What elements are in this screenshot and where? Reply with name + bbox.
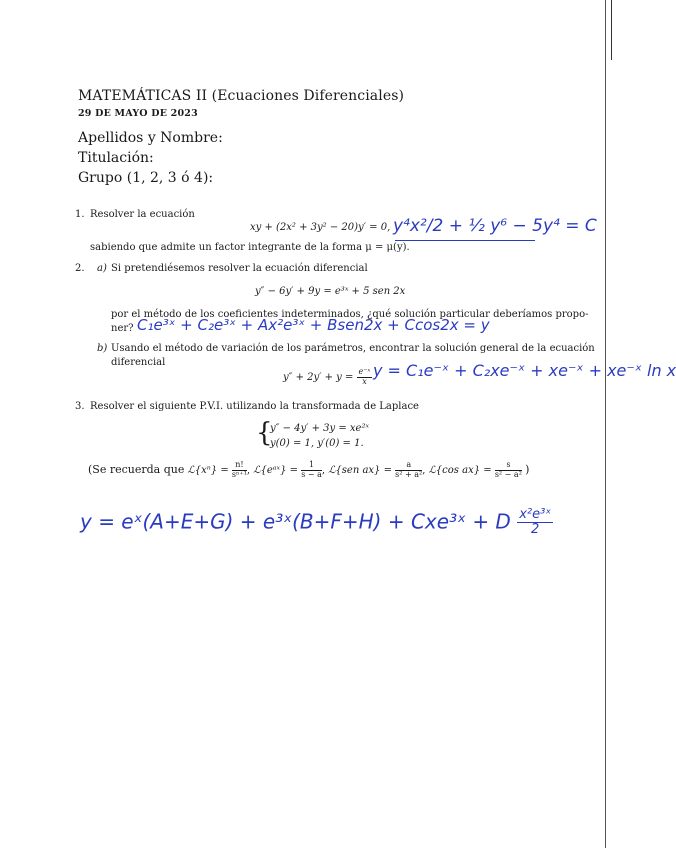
q1-equation: xy + (2x² + 3y² − 20)y′ = 0, xyxy=(250,222,391,233)
q3-hint-frac2 xyxy=(301,461,322,480)
degree-label: Titulación: xyxy=(78,150,154,166)
q2b-fraction xyxy=(357,368,373,387)
q2a-label: a) xyxy=(97,263,107,274)
page-edge-line-top xyxy=(611,0,612,60)
q2a-equation: y″ − 6y′ + 9y = e³ˣ + 5 sen 2x xyxy=(255,286,406,297)
q3-answer-frac-den: 2 xyxy=(531,522,540,538)
q1-number: 1. xyxy=(75,209,85,220)
q2a-text: Si pretendiésemos resolver la ecuación diferencial xyxy=(111,263,368,274)
exam-title: MATEMÁTICAS II (Ecuaciones Diferenciales) xyxy=(78,88,405,104)
name-label: Apellidos y Nombre: xyxy=(78,130,223,146)
q2b-handwritten-answer: y = C₁e⁻ˣ + C₂xe⁻ˣ + xe⁻ˣ + xe⁻ˣ ln x xyxy=(373,361,676,380)
q1-text2: sabiendo que admite un factor integrante de la forma μ = μ(y). xyxy=(90,242,410,253)
q3-hint-frac4 xyxy=(495,461,522,480)
q3-hint-frac3-den: s² + a² xyxy=(395,469,423,479)
q3-text: Resolver el siguiente P.V.I. utilizando la transformada de Laplace xyxy=(90,401,419,412)
q3-eq2: y(0) = 1, y′(0) = 1. xyxy=(270,438,364,449)
q3-hint-frac2-den: s − a xyxy=(301,469,322,479)
q3-answer-frac-num: x²e³ˣ xyxy=(519,507,552,522)
q2b-frac-den: x xyxy=(362,376,367,386)
q3-answer-main: y = eˣ(A+E+G) + e³ˣ(B+F+H) + Cxe³ˣ + D xyxy=(80,509,511,534)
q2b-equation xyxy=(283,368,372,387)
q2b-text2: diferencial xyxy=(111,357,166,368)
q2a-handwritten-answer: C₁e³ˣ + C₂e³ˣ + Ax²e³ˣ + Bsen2x + Ccos2x = y xyxy=(137,316,490,334)
q3-number: 3. xyxy=(75,401,85,412)
q3-hint-laplace-power: ℒ{xⁿ} = xyxy=(187,464,229,476)
q3-hint-laplace-sin: ℒ{sen ax} = xyxy=(328,464,392,476)
q2b-label: b) xyxy=(97,343,108,354)
q3-hint-frac1-num: n! xyxy=(232,461,247,471)
page-edge-line xyxy=(605,0,606,848)
q3-hint-frac4-num: s xyxy=(495,461,522,471)
q3-hint-frac1 xyxy=(232,461,247,480)
q3-hint: (Se recuerda que ℒ{xⁿ} = $\frac{n!}{\text{sⁿ⁺¹}}$ , ℒ{eᵃˣ} = $\frac{1}{s - a}$ , ℒ{sen ax} = $\frac{a}{\text{s² + a²}}$ , ℒ{cos ax} = $\frac{s}{\text{s² − a²}}$ ) xyxy=(88,460,530,479)
q3-hint-frac4-den: s² − a² xyxy=(494,469,522,479)
exam-date: 29 DE MAYO DE 2023 xyxy=(78,108,198,119)
q3-answer-fraction xyxy=(517,508,553,538)
group-label: Grupo (1, 2, 3 ó 4): xyxy=(78,170,214,186)
q2-number: 2. xyxy=(75,263,85,274)
q3-system-brace: { xyxy=(256,418,273,448)
q3-hint-open: (Se recuerda que xyxy=(88,462,185,476)
q2b-text: Usando el método de variación de los parámetros, encontrar la solución general de la ecuación xyxy=(111,343,595,354)
q1-handwritten-answer: y⁴x²/2 + ½ y⁶ − 5y⁴ = C xyxy=(393,216,597,236)
q3-hint-frac3 xyxy=(395,461,422,480)
q3-handwritten-answer xyxy=(80,508,553,538)
q2b-frac-num: e⁻ˣ xyxy=(358,367,371,376)
q3-hint-close: ) xyxy=(525,462,530,476)
q3-hint-frac3-num: a xyxy=(395,461,422,471)
q2a-text3: ner? xyxy=(111,323,134,334)
q1-text: Resolver la ecuación xyxy=(90,209,195,220)
q3-hint-frac2-num: 1 xyxy=(301,461,322,471)
q2a-text2: por el método de los coeficientes indeterminados, ¿qué solución particular deberíamos propo- xyxy=(111,309,589,320)
q1-answer-underline xyxy=(395,240,535,241)
q3-hint-laplace-cos: ℒ{cos ax} = xyxy=(428,464,492,476)
q3-hint-frac1-den: sⁿ⁺¹ xyxy=(231,469,247,479)
q2b-equation-left: y″ + 2y′ + y = xyxy=(283,371,354,383)
q3-eq1: y″ − 4y′ + 3y = xe²ˣ xyxy=(270,423,370,434)
q3-hint-laplace-exp: ℒ{eᵃˣ} = xyxy=(253,464,298,476)
